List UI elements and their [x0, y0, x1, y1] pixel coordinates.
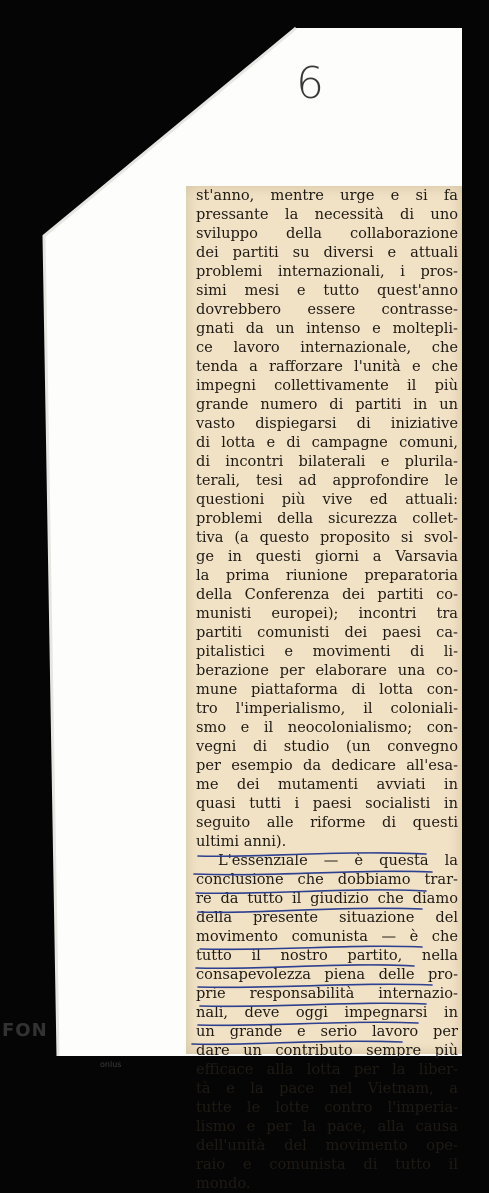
clipping-line: grande numero di partiti in un	[196, 396, 458, 413]
clipping-line: mune piattaforma di lotta con-	[196, 681, 458, 698]
clipping-line: la prima riunione preparatoria	[196, 567, 458, 584]
clipping-line: di lotta e di campagne comuni,	[196, 434, 458, 451]
clipping-line: st'anno, mentre urge e si fa	[196, 187, 458, 204]
clipping-line: L'essenziale — è questa la	[218, 852, 458, 869]
clipping-line: nali, deve oggi impegnarsi in	[196, 1004, 458, 1021]
clipping-line: della Conferenza dei partiti co-	[196, 586, 458, 603]
clipping-line: vegni di studio (un convegno	[196, 738, 458, 755]
clipping-line: lismo e per la pace, alla causa	[196, 1118, 458, 1135]
clipping-line: me dei mutamenti avviati in	[196, 776, 458, 793]
clipping-line: un grande e serio lavoro per	[196, 1023, 458, 1040]
watermark-gramsci: RAMSCI	[74, 1038, 153, 1059]
clipping-line: consapevolezza piena delle pro-	[196, 966, 458, 983]
clipping-line: pitalistici e movimenti di li-	[196, 643, 458, 660]
clipping-line: munisti europei); incontri tra	[196, 605, 458, 622]
clipping-line: questioni più vive ed attuali:	[196, 491, 458, 508]
clipping-line: dovrebbero essere contrasse-	[196, 301, 458, 318]
clipping-line: quasi tutti i paesi socialisti in	[196, 795, 458, 812]
clipping-line: tenda a rafforzare l'unità e che	[196, 358, 458, 375]
clipping-line: prie responsabilità internazio-	[196, 985, 458, 1002]
clipping-line: della presente situazione del	[196, 909, 458, 926]
clipping-line: re da tutto il giudizio che diamo	[196, 890, 458, 907]
clipping-line: tutto il nostro partito, nella	[196, 947, 458, 964]
clipping-line: tro l'imperialismo, il coloniali-	[196, 700, 458, 717]
clipping-line: terali, tesi ad approfondire le	[196, 472, 458, 489]
clipping-line: efficace alla lotta per la liber-	[196, 1061, 458, 1078]
clipping-line: dell'unità del movimento ope-	[196, 1137, 458, 1154]
clipping-line: sviluppo della collaborazione	[196, 225, 458, 242]
clipping-line: simi mesi e tutto quest'anno	[196, 282, 458, 299]
clipping-line: pressante la necessità di uno	[196, 206, 458, 223]
clipping-line: ce lavoro internazionale, che	[196, 339, 458, 356]
clipping-line: ge in questi giorni a Varsavia	[196, 548, 458, 565]
clipping-line: seguito alle riforme di questi	[196, 814, 458, 831]
clipping-line: mondo.	[196, 1175, 251, 1192]
clipping-line: movimento comunista — è che	[196, 928, 458, 945]
watermark-fondazione: FON	[2, 1020, 48, 1041]
clipping-line: raio e comunista di tutto il	[196, 1156, 458, 1173]
clipping-line: ultimi anni).	[196, 833, 287, 850]
clipping-line: di incontri bilaterali e plurila-	[196, 453, 458, 470]
clipping-line: problemi della sicurezza collet-	[196, 510, 458, 527]
page-number: 6	[296, 58, 324, 109]
clipping-line: conclusione che dobbiamo trar-	[196, 871, 458, 888]
clipping-line: tutte le lotte contro l'imperia-	[196, 1099, 458, 1116]
clipping-line: tà e la pace nel Vietnam, a	[196, 1080, 458, 1097]
clipping-line: berazione per elaborare una co-	[196, 662, 458, 679]
watermark-onlus: onlus	[100, 1060, 122, 1069]
clipping-line: vasto dispiegarsi di iniziative	[196, 415, 458, 432]
clipping-line: tiva (a questo proposito si svol-	[196, 529, 458, 546]
clipping-line: partiti comunisti dei paesi ca-	[196, 624, 458, 641]
clipping-line: smo e il neocolonialismo; con-	[196, 719, 458, 736]
handwritten-underlines	[186, 186, 462, 1054]
clipping-line: dare un contributo sempre più	[196, 1042, 458, 1059]
clipping-line: problemi internazionali, i pros-	[196, 263, 458, 280]
clipping-line: impegni collettivamente il più	[196, 377, 458, 394]
clipping-line: gnati da un intenso e moltepli-	[196, 320, 458, 337]
clipping-line: per esempio da dedicare all'esa-	[196, 757, 458, 774]
clipping-line: dei partiti su diversi e attuali	[196, 244, 458, 261]
